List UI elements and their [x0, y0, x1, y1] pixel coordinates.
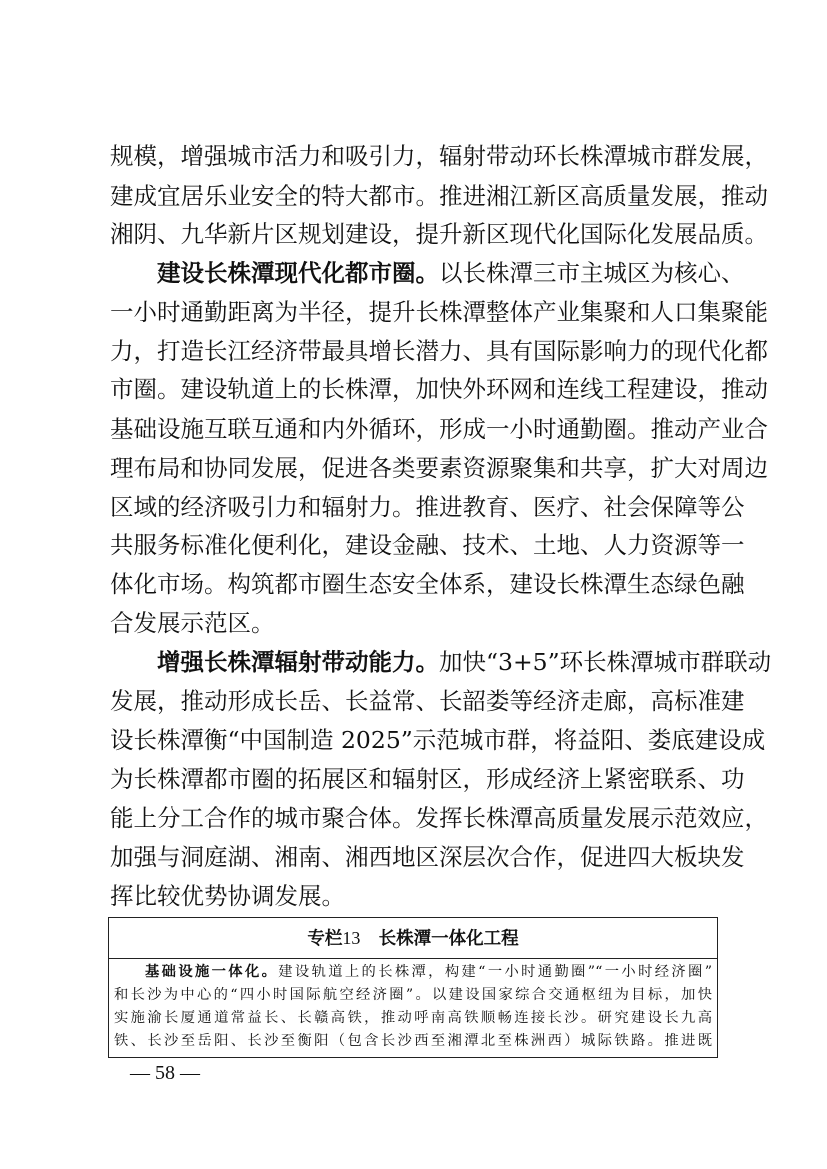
- body-line: 能上分工合作的城市聚合体。发挥长株潭高质量发展示范效应，: [110, 804, 768, 832]
- body-line: 合发展示范区。: [110, 609, 275, 637]
- body-line: 区域的经济吸引力和辐射力。推进教育、医疗、社会保障等公: [110, 493, 745, 521]
- box-title-text: 长株潭一体化工程: [378, 929, 519, 949]
- box-lead: 基础设施一体化。: [145, 964, 279, 980]
- box-text: 建设轨道上的长株潭，构建“一小时通勤圈”“一小时经济圈”: [278, 964, 713, 980]
- body-line: 设长株潭衡“中国制造 2025”示范城市群，将益阳、娄底建设成: [110, 726, 766, 754]
- body-line: 体化市场。构筑都市圈生态安全体系，建设长株潭生态绿色融: [110, 570, 745, 598]
- box-title-number: 13: [342, 928, 361, 948]
- box-line: 铁、长沙至岳阳、长沙至衡阳（包含长沙西至湘潭北至株洲西）城际铁路。推进既: [114, 1033, 712, 1049]
- body-line: 湘阴、九华新片区规划建设，提升新区现代化国际化发展品质。: [110, 220, 768, 248]
- box-title-prefix: 专栏: [307, 929, 343, 949]
- body-line: 加强与洞庭湖、湘南、湘西地区深层次合作，促进四大板块发: [110, 843, 745, 871]
- body-line: 一小时通勤距离为半径，提升长株潭整体产业集聚和人口集聚能: [110, 298, 768, 326]
- box-line: [145, 962, 712, 982]
- body-text: 以长株潭三市主城区为核心、: [439, 259, 745, 287]
- body-line: 发展，推动形成长岳、长益常、长韶娄等经济走廊，高标准建: [110, 687, 745, 715]
- body-line: 挥比较优势协调发展。: [110, 882, 345, 910]
- box-line: 实施渝长厦通道常益长、长赣高铁，推动呼南高铁顺畅连接长沙。研究建设长九高: [114, 1010, 712, 1026]
- heading-metro-area: 建设长株潭现代化都市圈。: [157, 259, 439, 287]
- body-line: 建成宜居乐业安全的特大都市。推进湘江新区高质量发展，推动: [110, 182, 768, 210]
- body-line: 规模，增强城市活力和吸引力，辐射带动环长株潭城市群发展，: [110, 142, 768, 170]
- body-line: 为长株潭都市圈的拓展区和辐射区，形成经济上紧密联系、功: [110, 765, 745, 793]
- body-text: 加快“3+5”环长株潭城市群联动: [439, 648, 772, 676]
- box-line: 和长沙为中心的“四小时国际航空经济圈”。以建设国家综合交通枢纽为目标，加快: [114, 987, 712, 1003]
- page-number: — 58 —: [130, 1062, 200, 1084]
- body-line: 市圈。建设轨道上的长株潭，加快外环网和连线工程建设，推动: [110, 375, 768, 403]
- body-line: 基础设施互联互通和内外循环，形成一小时通勤圈。推动产业合: [110, 415, 768, 443]
- body-line: 共服务标准化便利化，建设金融、技术、土地、人力资源等一: [110, 531, 745, 559]
- body-line: 理布局和协同发展，促进各类要素资源聚集和共享，扩大对周边: [110, 454, 768, 482]
- body-line: 力，打造长江经济带最具增长潜力、具有国际影响力的现代化都: [110, 337, 768, 365]
- paragraph-heading-line: [157, 258, 745, 288]
- column-box: [108, 917, 718, 1058]
- heading-radiation: 增强长株潭辐射带动能力。: [157, 648, 439, 676]
- box-title: [109, 918, 717, 959]
- paragraph-heading-line: [157, 647, 772, 677]
